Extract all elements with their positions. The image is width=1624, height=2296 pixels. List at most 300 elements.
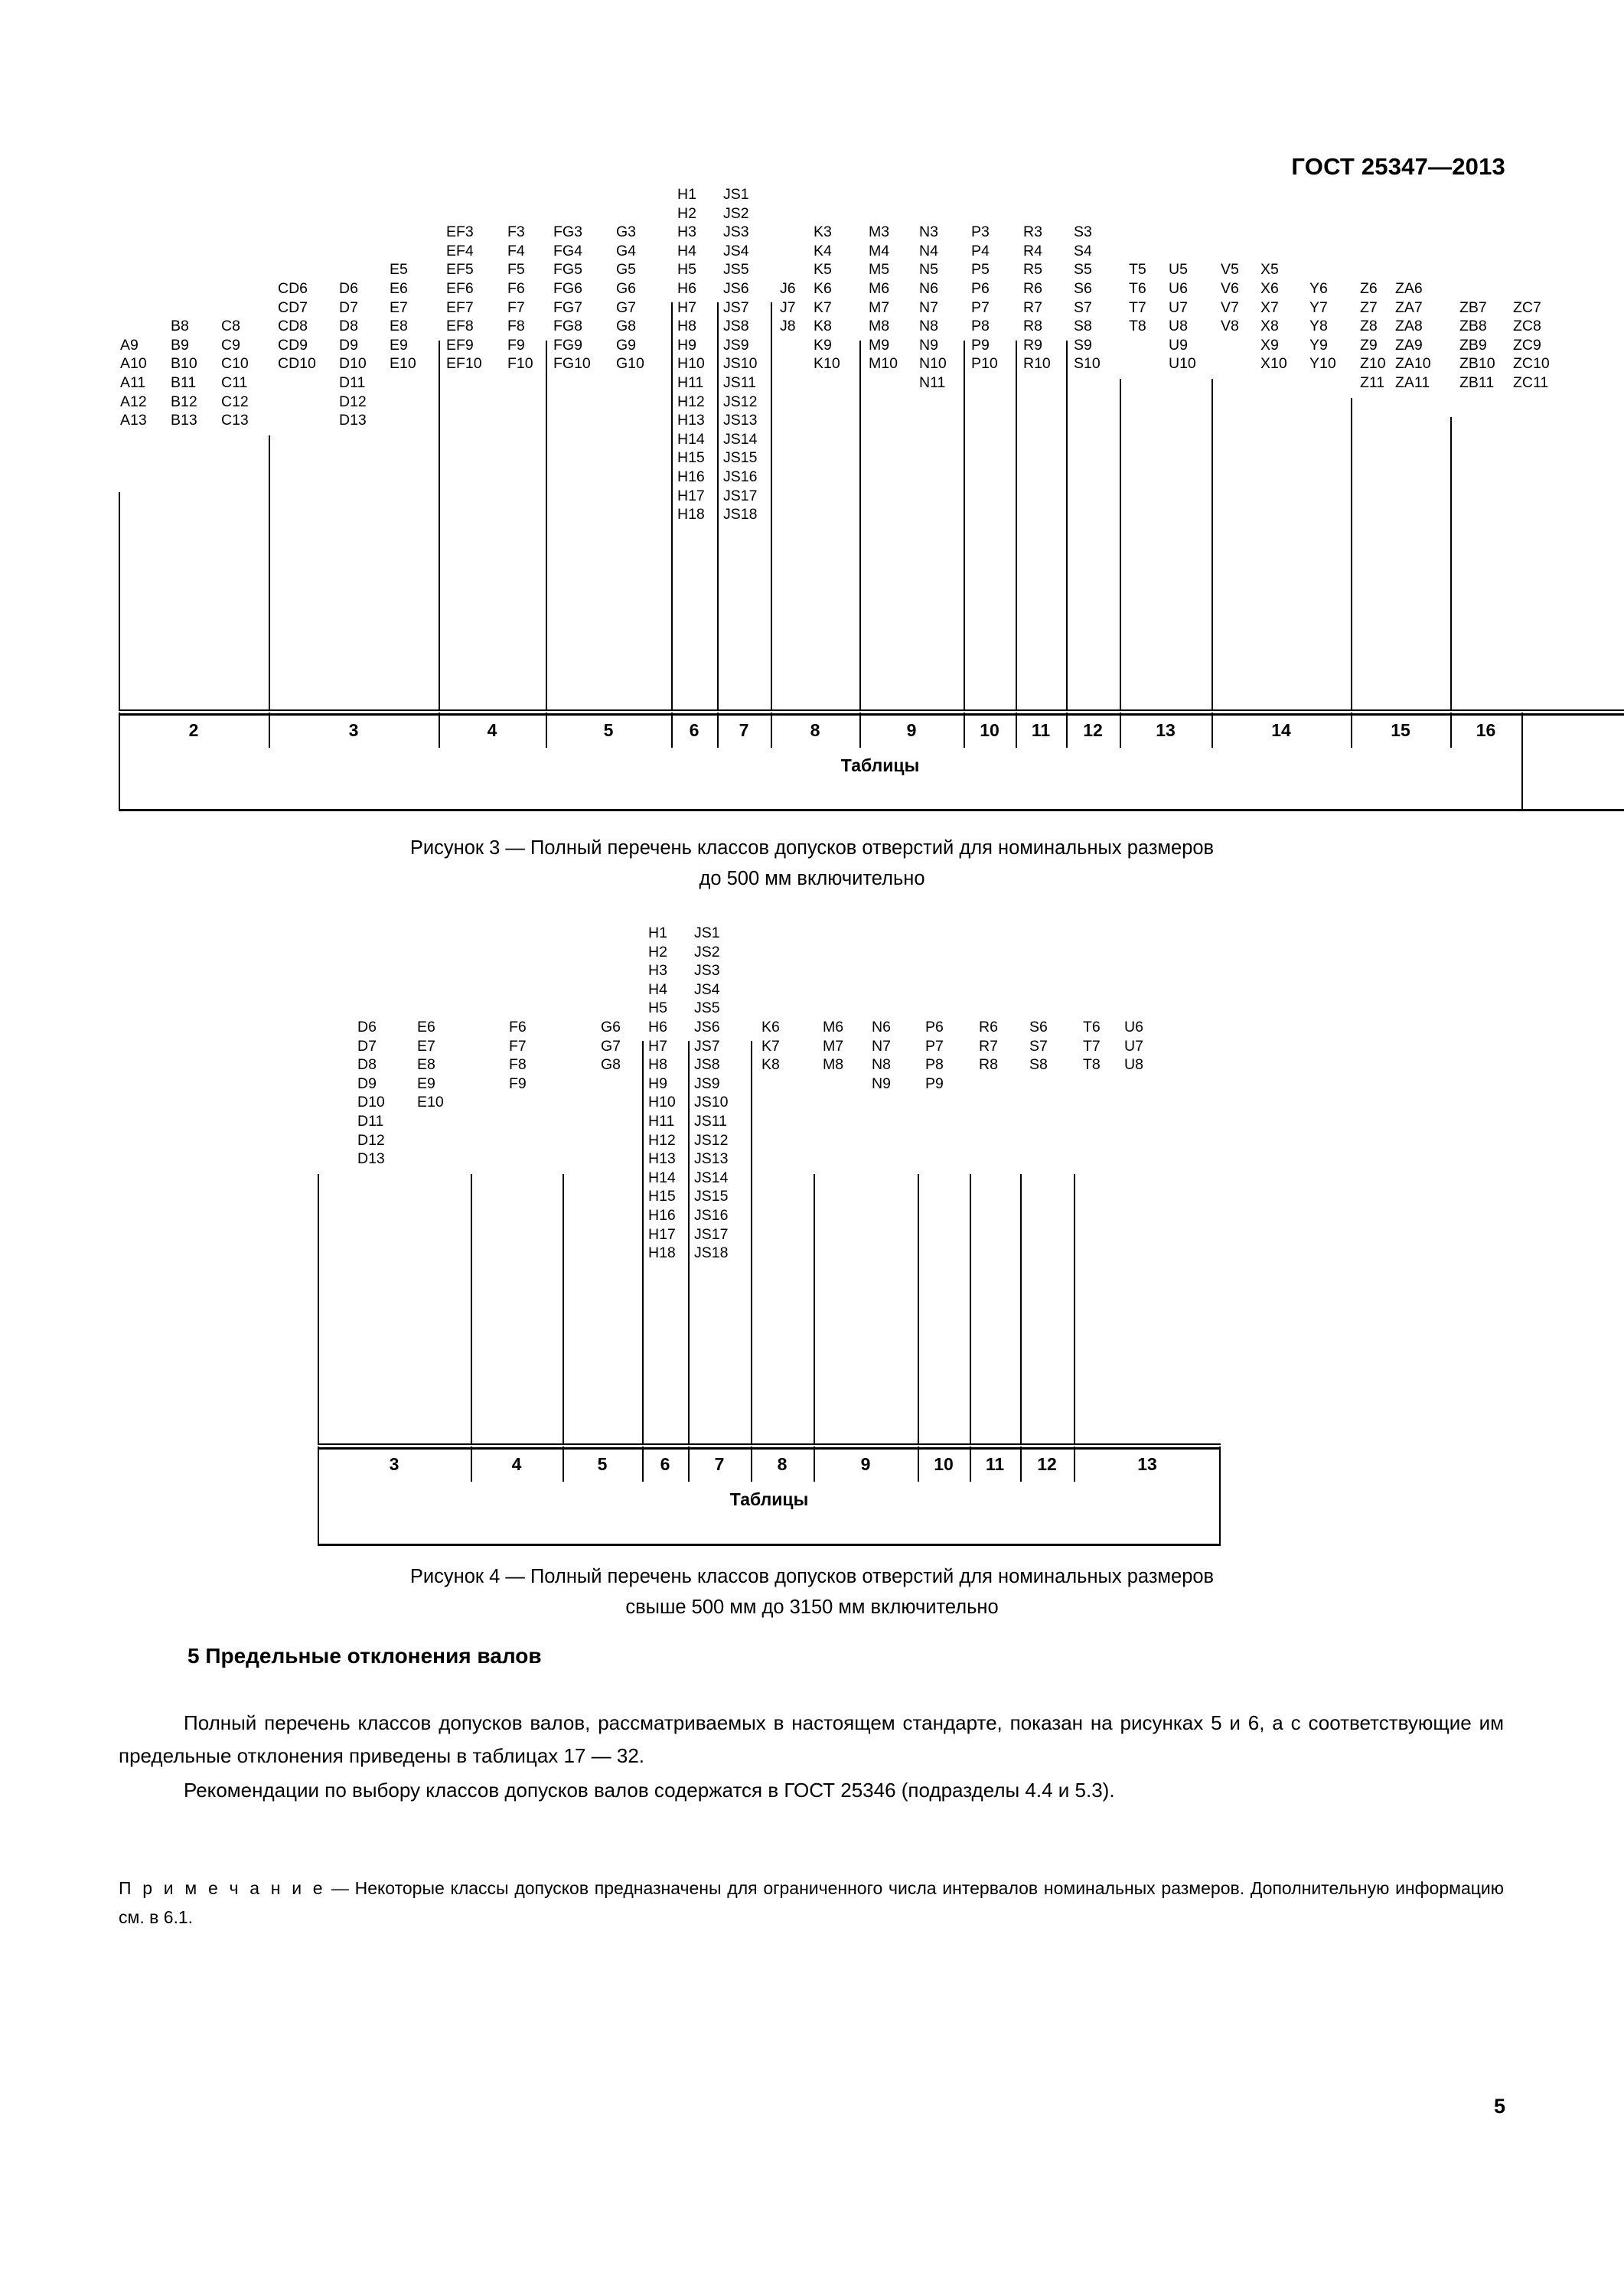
group-divider bbox=[964, 341, 965, 709]
tolerance-class-u6: U6 bbox=[1169, 280, 1188, 297]
number-cell-divider bbox=[918, 1446, 919, 1482]
group-divider bbox=[269, 435, 270, 709]
tolerance-class-js13: JS13 bbox=[694, 1150, 729, 1168]
tolerance-class-za6: ZA6 bbox=[1395, 280, 1423, 297]
tolerance-class-d12: D12 bbox=[357, 1131, 385, 1149]
tolerance-class-zc11: ZC11 bbox=[1513, 374, 1549, 391]
tolerance-class-f7: F7 bbox=[507, 298, 525, 316]
tolerance-class-js18: JS18 bbox=[694, 1244, 729, 1262]
tolerance-class-h11: H11 bbox=[677, 374, 704, 391]
tolerance-class-x8: X8 bbox=[1260, 318, 1279, 335]
tolerance-class-n6: N6 bbox=[919, 280, 938, 297]
tolerance-class-x10: X10 bbox=[1260, 355, 1287, 373]
tolerance-class-c9: C9 bbox=[221, 336, 240, 354]
tolerance-class-x9: X9 bbox=[1260, 336, 1279, 354]
tolerance-class-g8: G8 bbox=[616, 318, 637, 335]
tolerance-class-za9: ZA9 bbox=[1395, 336, 1423, 354]
table-number-13: 13 bbox=[1156, 720, 1176, 740]
tolerance-class-g7: G7 bbox=[601, 1037, 621, 1055]
tolerance-class-h4: H4 bbox=[648, 980, 667, 998]
tolerance-class-z10: Z10 bbox=[1360, 355, 1386, 373]
tolerance-class-d7: D7 bbox=[357, 1037, 377, 1055]
tolerance-class-p6: P6 bbox=[925, 1019, 944, 1035]
number-cell-divider bbox=[688, 1446, 690, 1482]
table-number-3: 3 bbox=[389, 1454, 399, 1474]
tolerance-class-g3: G3 bbox=[616, 223, 637, 241]
tolerance-class-d11: D11 bbox=[357, 1113, 384, 1130]
number-cell-divider bbox=[471, 1446, 472, 1482]
tolerance-class-cd8: CD8 bbox=[278, 318, 308, 335]
tolerance-class-t6: T6 bbox=[1129, 280, 1146, 297]
tolerance-class-m10: M10 bbox=[869, 355, 898, 373]
tolerance-class-ef7: EF7 bbox=[446, 298, 474, 316]
tolerance-class-d7: D7 bbox=[339, 298, 358, 316]
tolerance-class-ef4: EF4 bbox=[446, 242, 474, 259]
number-cell-divider bbox=[1020, 1446, 1022, 1482]
tolerance-class-h18: H18 bbox=[677, 506, 705, 523]
tolerance-class-d10: D10 bbox=[339, 355, 367, 373]
number-cell-divider bbox=[1351, 713, 1352, 748]
page-number: 5 bbox=[1493, 2095, 1505, 2118]
tolerance-class-ef8: EF8 bbox=[446, 318, 474, 335]
tolerance-class-h12: H12 bbox=[677, 393, 705, 410]
tolerance-class-h5: H5 bbox=[677, 261, 696, 279]
tolerance-class-a11: A11 bbox=[120, 374, 146, 391]
tolerance-class-fg10: FG10 bbox=[553, 355, 591, 373]
tolerance-class-ef5: EF5 bbox=[446, 261, 474, 279]
tolerance-class-js7: JS7 bbox=[723, 298, 749, 316]
tolerance-class-h13: H13 bbox=[648, 1150, 676, 1168]
tolerance-class-s10: S10 bbox=[1074, 355, 1101, 373]
note-label: П р и м е ч а н и е bbox=[119, 1878, 326, 1898]
number-cell-divider bbox=[1066, 713, 1068, 748]
tolerance-class-h2: H2 bbox=[648, 943, 667, 960]
tolerance-class-u9: U9 bbox=[1169, 336, 1188, 354]
group-divider bbox=[671, 302, 673, 709]
tolerance-class-e6: E6 bbox=[417, 1019, 435, 1035]
table-outer-edge bbox=[1219, 1446, 1221, 1544]
tolerance-class-za8: ZA8 bbox=[1395, 318, 1423, 335]
tolerance-class-h4: H4 bbox=[677, 242, 696, 259]
tolerance-class-js9: JS9 bbox=[723, 336, 749, 354]
tolerance-class-js15: JS15 bbox=[694, 1188, 729, 1205]
tolerance-class-h3: H3 bbox=[677, 223, 696, 241]
tolerance-class-u7: U7 bbox=[1169, 298, 1188, 316]
tables-axis-label: Таблицы bbox=[840, 755, 920, 775]
tolerance-class-f6: F6 bbox=[507, 280, 525, 297]
tolerance-class-a9: A9 bbox=[120, 336, 139, 354]
tolerance-class-r9: R9 bbox=[1023, 336, 1042, 354]
tolerance-class-e7: E7 bbox=[390, 298, 408, 316]
tolerance-class-f7: F7 bbox=[509, 1037, 527, 1055]
tolerance-class-h10: H10 bbox=[648, 1094, 676, 1111]
tolerance-class-e9: E9 bbox=[417, 1075, 435, 1092]
tolerance-class-c11: C11 bbox=[221, 374, 248, 391]
number-cell-divider bbox=[269, 713, 270, 748]
tolerance-class-h12: H12 bbox=[648, 1131, 676, 1149]
tolerance-class-a12: A12 bbox=[120, 393, 147, 410]
figure-3-caption-line1: Рисунок 3 — Полный перечень классов допусков отверстий для номинальных размеров bbox=[409, 837, 1215, 859]
tolerance-class-h8: H8 bbox=[677, 318, 696, 335]
table-outer-edge bbox=[119, 713, 120, 810]
number-cell-divider bbox=[1016, 713, 1017, 748]
tolerance-class-cd6: CD6 bbox=[278, 280, 308, 297]
number-cell-divider bbox=[1211, 713, 1213, 748]
tolerance-class-r7: R7 bbox=[979, 1037, 998, 1055]
group-divider bbox=[814, 1174, 815, 1443]
tolerance-class-v8: V8 bbox=[1221, 318, 1239, 335]
tolerance-class-e8: E8 bbox=[390, 318, 408, 335]
number-cell-divider bbox=[970, 1446, 971, 1482]
tolerance-class-h8: H8 bbox=[648, 1056, 667, 1074]
table-number-5: 5 bbox=[603, 720, 614, 740]
tolerance-class-m7: M7 bbox=[823, 1037, 844, 1055]
tolerance-class-js6: JS6 bbox=[723, 280, 749, 297]
tolerance-class-zc9: ZC9 bbox=[1513, 336, 1541, 354]
tolerance-class-js12: JS12 bbox=[694, 1131, 729, 1149]
tolerance-class-t7: T7 bbox=[1083, 1037, 1101, 1055]
tolerance-class-r4: R4 bbox=[1023, 242, 1042, 259]
tolerance-class-g4: G4 bbox=[616, 242, 637, 259]
tolerance-class-h17: H17 bbox=[648, 1225, 676, 1243]
tolerance-class-h2: H2 bbox=[677, 204, 696, 222]
tolerance-class-d13: D13 bbox=[339, 412, 367, 429]
tolerance-class-js16: JS16 bbox=[723, 468, 758, 485]
tolerance-class-z6: Z6 bbox=[1360, 280, 1378, 297]
tolerance-class-f5: F5 bbox=[507, 261, 525, 279]
group-divider bbox=[1120, 379, 1121, 709]
tolerance-class-m8: M8 bbox=[823, 1056, 844, 1074]
tolerance-class-ef9: EF9 bbox=[446, 336, 474, 354]
tolerance-class-n5: N5 bbox=[919, 261, 938, 279]
tables-axis-label: Таблицы bbox=[729, 1489, 809, 1509]
tolerance-class-k3: K3 bbox=[814, 223, 832, 241]
tolerance-class-n3: N3 bbox=[919, 223, 938, 241]
group-divider bbox=[563, 1174, 564, 1443]
tolerance-class-n4: N4 bbox=[919, 242, 938, 259]
tolerance-class-g10: G10 bbox=[616, 355, 644, 373]
tolerance-class-f3: F3 bbox=[507, 223, 525, 241]
tolerance-class-n9: N9 bbox=[872, 1075, 891, 1092]
tolerance-class-d13: D13 bbox=[357, 1150, 385, 1168]
table-number-15: 15 bbox=[1391, 720, 1410, 740]
tolerance-class-z9: Z9 bbox=[1360, 336, 1378, 354]
tolerance-class-e10: E10 bbox=[417, 1094, 444, 1111]
tolerance-class-y6: Y6 bbox=[1309, 280, 1328, 297]
table-rule bbox=[119, 713, 1624, 716]
figure-4-caption bbox=[0, 1561, 1624, 1623]
table-number-10: 10 bbox=[934, 1454, 954, 1474]
tolerance-class-js8: JS8 bbox=[694, 1056, 720, 1074]
tolerance-class-k8: K8 bbox=[761, 1056, 780, 1074]
number-cell-divider bbox=[563, 1446, 564, 1482]
tolerance-class-p7: P7 bbox=[971, 298, 990, 316]
tolerance-class-f4: F4 bbox=[507, 242, 525, 259]
tolerance-class-p10: P10 bbox=[971, 355, 998, 373]
tolerance-class-r6: R6 bbox=[1023, 280, 1042, 297]
tolerance-class-k7: K7 bbox=[814, 298, 832, 316]
tolerance-class-v7: V7 bbox=[1221, 298, 1239, 316]
tolerance-class-m7: M7 bbox=[869, 298, 890, 316]
group-divider bbox=[1074, 1174, 1075, 1443]
tolerance-class-r8: R8 bbox=[979, 1056, 998, 1074]
tolerance-class-js11: JS11 bbox=[694, 1113, 727, 1130]
table-number-6: 6 bbox=[660, 1454, 670, 1474]
tolerance-class-p6: P6 bbox=[971, 280, 990, 297]
number-cell-divider bbox=[751, 1446, 752, 1482]
figure-3-tolerance-chart bbox=[119, 186, 1550, 811]
number-cell-divider bbox=[1450, 713, 1452, 748]
tolerance-class-e6: E6 bbox=[390, 280, 408, 297]
table-number-5: 5 bbox=[597, 1454, 608, 1474]
tolerance-class-n8: N8 bbox=[872, 1056, 891, 1074]
tolerance-class-s5: S5 bbox=[1074, 261, 1092, 279]
group-divider bbox=[751, 1041, 752, 1443]
tolerance-class-d8: D8 bbox=[339, 318, 358, 335]
tolerance-class-g7: G7 bbox=[616, 298, 637, 316]
tolerance-class-h13: H13 bbox=[677, 412, 705, 429]
figure-4-caption-line1: Рисунок 4 — Полный перечень классов допусков отверстий для номинальных размеров bbox=[409, 1566, 1215, 1587]
tolerance-class-js14: JS14 bbox=[723, 430, 758, 448]
tolerance-class-js17: JS17 bbox=[694, 1225, 729, 1243]
group-divider bbox=[439, 341, 440, 709]
tolerance-class-n10: N10 bbox=[919, 355, 947, 373]
tolerance-class-k6: K6 bbox=[814, 280, 832, 297]
tolerance-class-p8: P8 bbox=[971, 318, 990, 335]
tolerance-class-fg3: FG3 bbox=[553, 223, 582, 241]
tolerance-class-fg8: FG8 bbox=[553, 318, 582, 335]
tolerance-class-js4: JS4 bbox=[694, 980, 720, 998]
table-number-14: 14 bbox=[1271, 720, 1291, 740]
tolerance-class-f6: F6 bbox=[509, 1019, 527, 1035]
tolerance-class-s7: S7 bbox=[1074, 298, 1092, 316]
tolerance-class-ef6: EF6 bbox=[446, 280, 474, 297]
group-divider bbox=[1211, 379, 1213, 709]
page-header-standard: ГОСТ 25347—2013 bbox=[1291, 153, 1505, 180]
tolerance-class-c8: C8 bbox=[221, 318, 240, 335]
table-rule bbox=[119, 809, 1624, 811]
tolerance-class-s8: S8 bbox=[1074, 318, 1092, 335]
tolerance-class-r6: R6 bbox=[979, 1019, 998, 1035]
tolerance-class-d6: D6 bbox=[357, 1019, 377, 1035]
tolerance-class-d10: D10 bbox=[357, 1094, 385, 1111]
tolerance-class-zc10: ZC10 bbox=[1513, 355, 1550, 373]
tolerance-class-js7: JS7 bbox=[694, 1037, 720, 1055]
tolerance-class-b10: B10 bbox=[171, 355, 197, 373]
table-number-4: 4 bbox=[511, 1454, 522, 1474]
tolerance-class-p3: P3 bbox=[971, 223, 990, 241]
group-divider bbox=[918, 1174, 919, 1443]
tolerance-class-d9: D9 bbox=[357, 1075, 377, 1092]
section-5-note bbox=[119, 1874, 1504, 1932]
tolerance-class-fg4: FG4 bbox=[553, 242, 582, 259]
tolerance-class-n7: N7 bbox=[919, 298, 938, 316]
tolerance-class-js14: JS14 bbox=[694, 1169, 729, 1186]
tolerance-class-f8: F8 bbox=[507, 318, 525, 335]
tolerance-class-k7: K7 bbox=[761, 1037, 780, 1055]
tolerance-class-u10: U10 bbox=[1169, 355, 1196, 373]
tolerance-class-g5: G5 bbox=[616, 261, 637, 279]
note-text: — Некоторые классы допусков предназначены для ограниченного числа интервалов номинальных размеров. Дополнительную информацию см. в 6.1. bbox=[119, 1878, 1505, 1927]
tolerance-class-h7: H7 bbox=[677, 298, 696, 316]
tolerance-class-y8: Y8 bbox=[1309, 318, 1328, 335]
table-rule bbox=[119, 709, 1624, 711]
tolerance-class-fg7: FG7 bbox=[553, 298, 582, 316]
table-number-11: 11 bbox=[1031, 720, 1051, 740]
tolerance-class-p9: P9 bbox=[925, 1075, 944, 1092]
tolerance-class-a10: A10 bbox=[120, 355, 147, 373]
tolerance-class-za7: ZA7 bbox=[1395, 298, 1423, 316]
table-number-7: 7 bbox=[739, 720, 749, 740]
tolerance-class-x6: X6 bbox=[1260, 280, 1279, 297]
table-number-11: 11 bbox=[985, 1454, 1005, 1474]
number-cell-divider bbox=[642, 1446, 644, 1482]
tolerance-class-e5: E5 bbox=[390, 261, 408, 279]
table-number-12: 12 bbox=[1083, 720, 1103, 740]
tolerance-class-zc7: ZC7 bbox=[1513, 298, 1541, 316]
tolerance-class-h10: H10 bbox=[677, 355, 705, 373]
table-number-10: 10 bbox=[980, 720, 1000, 740]
tolerance-class-s7: S7 bbox=[1029, 1037, 1048, 1055]
tolerance-class-js4: JS4 bbox=[723, 242, 749, 259]
tolerance-class-s9: S9 bbox=[1074, 336, 1092, 354]
tolerance-class-zb11: ZB11 bbox=[1459, 374, 1495, 391]
tolerance-class-f9: F9 bbox=[507, 336, 525, 354]
group-divider bbox=[1450, 417, 1452, 709]
number-cell-divider bbox=[671, 713, 673, 748]
tolerance-class-t5: T5 bbox=[1129, 261, 1146, 279]
tolerance-class-k8: K8 bbox=[814, 318, 832, 335]
tolerance-class-r8: R8 bbox=[1023, 318, 1042, 335]
tolerance-class-za11: ZA11 bbox=[1395, 374, 1430, 391]
tolerance-class-m8: M8 bbox=[869, 318, 890, 335]
tolerance-class-r7: R7 bbox=[1023, 298, 1042, 316]
tolerance-class-z11: Z11 bbox=[1360, 374, 1385, 391]
number-cell-divider bbox=[771, 713, 772, 748]
tolerance-class-s6: S6 bbox=[1029, 1019, 1048, 1035]
tolerance-class-cd9: CD9 bbox=[278, 336, 308, 354]
tolerance-class-zb10: ZB10 bbox=[1459, 355, 1495, 373]
tolerance-class-m9: M9 bbox=[869, 336, 890, 354]
tolerance-class-p8: P8 bbox=[925, 1056, 944, 1074]
tolerance-class-h6: H6 bbox=[677, 280, 696, 297]
tolerance-class-j6: J6 bbox=[780, 280, 796, 297]
table-rule bbox=[318, 1544, 1221, 1546]
tolerance-class-e9: E9 bbox=[390, 336, 408, 354]
tolerance-class-x7: X7 bbox=[1260, 298, 1279, 316]
tolerance-class-p5: P5 bbox=[971, 261, 990, 279]
tolerance-class-h7: H7 bbox=[648, 1037, 667, 1055]
tolerance-class-js6: JS6 bbox=[694, 1019, 720, 1035]
table-number-2: 2 bbox=[188, 720, 199, 740]
tolerance-class-u8: U8 bbox=[1124, 1056, 1143, 1074]
tolerance-class-h16: H16 bbox=[677, 468, 705, 485]
table-number-12: 12 bbox=[1037, 1454, 1057, 1474]
tolerance-class-v5: V5 bbox=[1221, 261, 1239, 279]
tolerance-class-zb9: ZB9 bbox=[1459, 336, 1487, 354]
group-divider bbox=[1016, 341, 1017, 709]
tolerance-class-n9: N9 bbox=[919, 336, 938, 354]
tolerance-class-fg6: FG6 bbox=[553, 280, 582, 297]
tolerance-class-js10: JS10 bbox=[694, 1094, 729, 1111]
tolerance-class-c10: C10 bbox=[221, 355, 249, 373]
number-cell-divider bbox=[439, 713, 440, 748]
tolerance-class-s6: S6 bbox=[1074, 280, 1092, 297]
tolerance-class-t8: T8 bbox=[1129, 318, 1146, 335]
tolerance-class-e10: E10 bbox=[390, 355, 416, 373]
tolerance-class-e8: E8 bbox=[417, 1056, 435, 1074]
tolerance-class-j7: J7 bbox=[780, 298, 796, 316]
table-number-9: 9 bbox=[860, 1454, 871, 1474]
tolerance-class-n8: N8 bbox=[919, 318, 938, 335]
tolerance-class-m6: M6 bbox=[869, 280, 890, 297]
tolerance-class-fg5: FG5 bbox=[553, 261, 582, 279]
tolerance-class-k9: K9 bbox=[814, 336, 832, 354]
tolerance-class-js11: JS11 bbox=[723, 374, 756, 391]
tolerance-class-r10: R10 bbox=[1023, 355, 1051, 373]
tolerance-class-t6: T6 bbox=[1083, 1019, 1101, 1035]
section-5-heading: 5 Предельные отклонения валов bbox=[188, 1644, 542, 1668]
tolerance-class-js18: JS18 bbox=[723, 506, 758, 523]
tolerance-class-js2: JS2 bbox=[694, 943, 720, 960]
tolerance-class-js1: JS1 bbox=[723, 186, 749, 203]
tolerance-class-k5: K5 bbox=[814, 261, 832, 279]
tolerance-class-j8: J8 bbox=[780, 318, 796, 335]
section-5-paragraph-2: Рекомендации по выбору классов допусков валов содержатся в ГОСТ 25346 (подразделы 4.4 и 5.3). bbox=[184, 1779, 1115, 1802]
tolerance-class-fg9: FG9 bbox=[553, 336, 582, 354]
tolerance-class-b13: B13 bbox=[171, 412, 197, 429]
tolerance-class-js10: JS10 bbox=[723, 355, 758, 373]
number-cell-divider bbox=[1074, 1446, 1075, 1482]
tolerance-class-js3: JS3 bbox=[694, 962, 720, 980]
tolerance-class-p7: P7 bbox=[925, 1037, 944, 1055]
tolerance-class-b8: B8 bbox=[171, 318, 189, 335]
tolerance-class-p4: P4 bbox=[971, 242, 990, 259]
tolerance-class-h3: H3 bbox=[648, 962, 667, 980]
tolerance-class-a13: A13 bbox=[120, 412, 147, 429]
tolerance-class-d8: D8 bbox=[357, 1056, 377, 1074]
tolerance-class-k10: K10 bbox=[814, 355, 840, 373]
number-cell-divider bbox=[814, 1446, 815, 1482]
tolerance-class-k6: K6 bbox=[761, 1019, 780, 1035]
tolerance-class-js1: JS1 bbox=[694, 925, 720, 941]
tolerance-class-h15: H15 bbox=[677, 449, 705, 467]
table-rule bbox=[318, 1443, 1221, 1445]
tolerance-class-r5: R5 bbox=[1023, 261, 1042, 279]
tolerance-class-x5: X5 bbox=[1260, 261, 1279, 279]
tolerance-class-f8: F8 bbox=[509, 1056, 527, 1074]
group-divider bbox=[471, 1174, 472, 1443]
tolerance-class-p9: P9 bbox=[971, 336, 990, 354]
table-number-8: 8 bbox=[777, 1454, 788, 1474]
tolerance-class-u5: U5 bbox=[1169, 261, 1188, 279]
tolerance-class-js8: JS8 bbox=[723, 318, 749, 335]
tolerance-class-e7: E7 bbox=[417, 1037, 435, 1055]
tolerance-class-h1: H1 bbox=[677, 186, 696, 203]
tolerance-class-ef3: EF3 bbox=[446, 223, 474, 241]
tolerance-class-zb7: ZB7 bbox=[1459, 298, 1487, 316]
tolerance-class-m5: M5 bbox=[869, 261, 890, 279]
tolerance-class-c13: C13 bbox=[221, 412, 249, 429]
tolerance-class-js5: JS5 bbox=[694, 1000, 720, 1017]
tolerance-class-s3: S3 bbox=[1074, 223, 1092, 241]
tolerance-class-t8: T8 bbox=[1083, 1056, 1101, 1074]
tolerance-class-js17: JS17 bbox=[723, 487, 758, 504]
tolerance-class-zc8: ZC8 bbox=[1513, 318, 1541, 335]
tolerance-class-z8: Z8 bbox=[1360, 318, 1378, 335]
table-number-9: 9 bbox=[906, 720, 917, 740]
figure-3-caption bbox=[0, 833, 1624, 894]
